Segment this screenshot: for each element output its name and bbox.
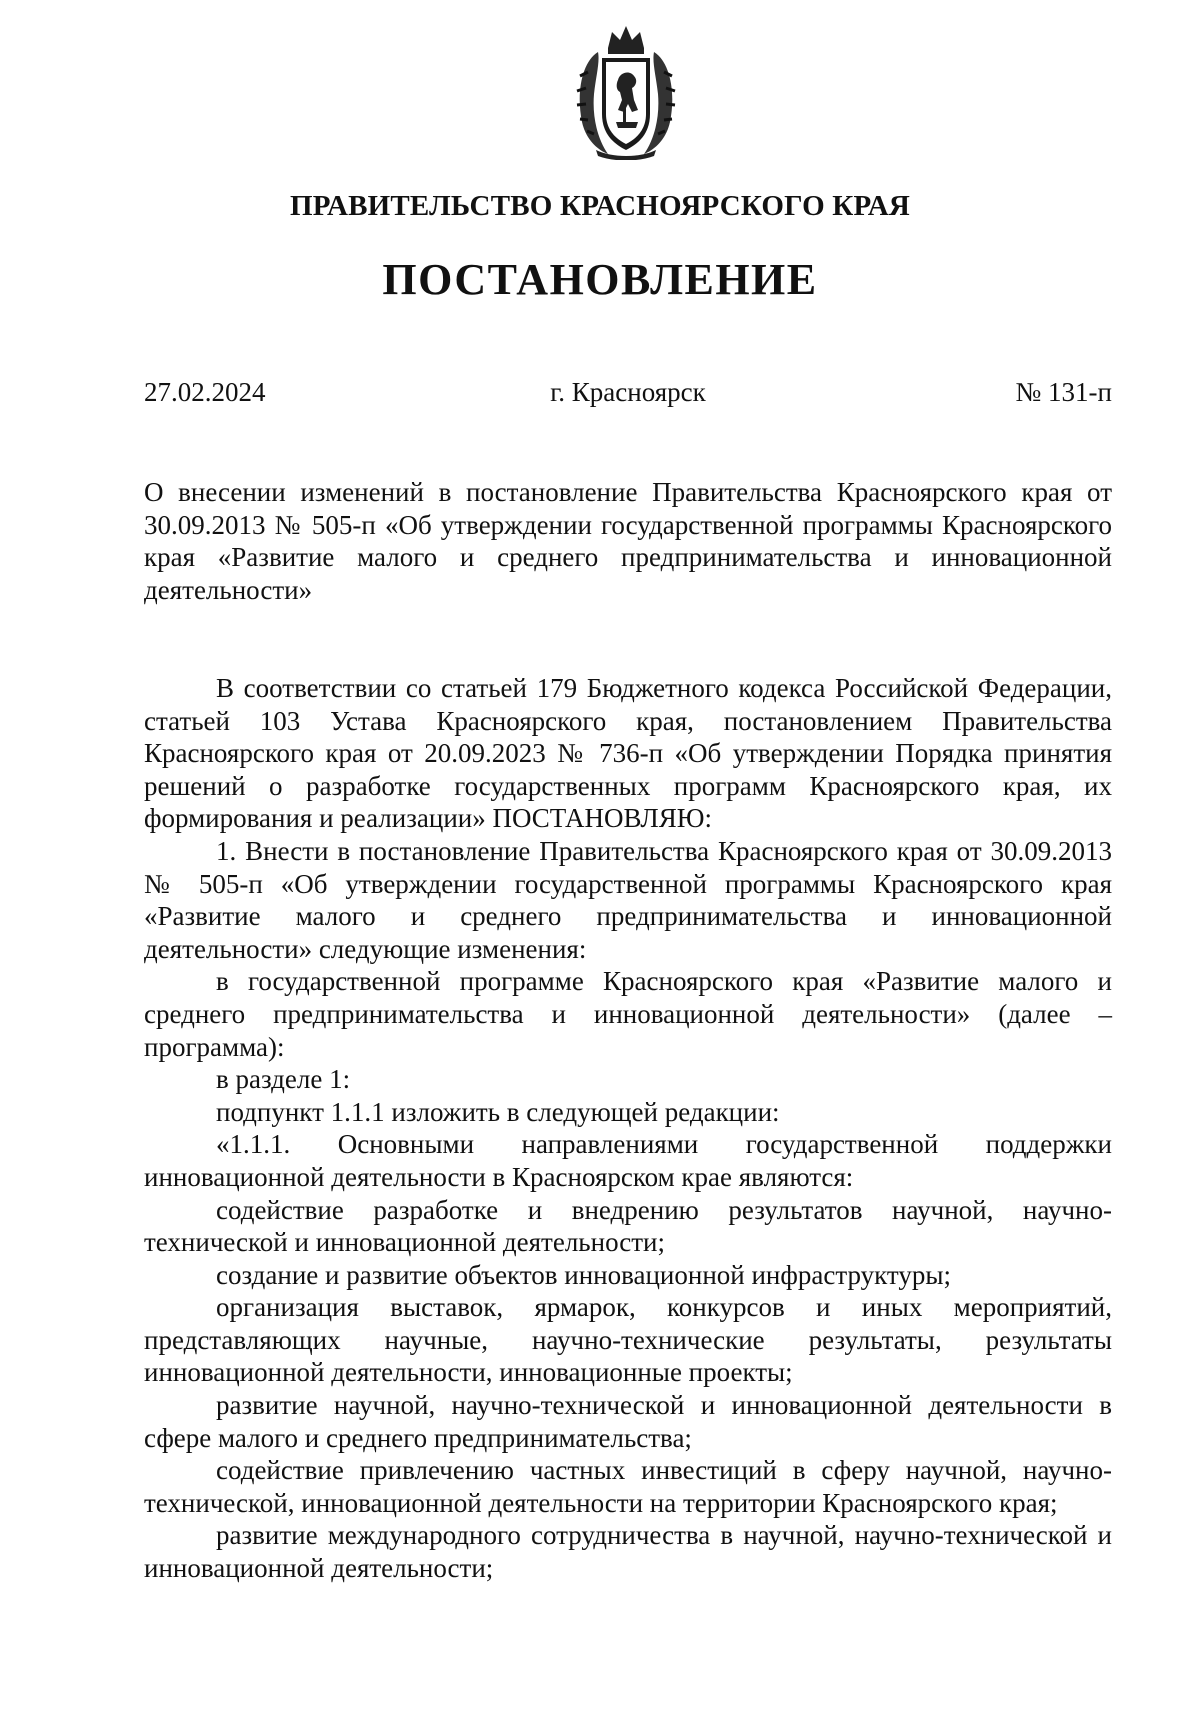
body-paragraph: развитие научной, научно-технической и инновационной деятельности в сфере малого и среднего предпринимательства; — [144, 1390, 1112, 1453]
body-paragraph: содействие разработке и внедрению результатов научной, научно-технической и инновационной деятельности; — [144, 1194, 1112, 1258]
document-number: № 131-п — [1015, 377, 1112, 407]
document-type-title: ПОСТАНОВЛЕНИЕ — [382, 255, 818, 304]
body-paragraph: В соответствии со статьей 179 Бюджетного кодекса Российской Федерации, статьей 103 Устава Красноярского края, постановлением Правительства Красноярского края от 20.09.2023 № 736-п «Об утверждении Порядка принятия решений о разработке государственных программ Красноярского края, их формирования и реализации» ПОСТАНОВЛЯЮ: — [144, 673, 1112, 834]
body-paragraph: подпункт 1.1.1 изложить в следующей редакции: — [216, 1096, 780, 1127]
document-meta-row — [144, 377, 1112, 417]
document-city: г. Красноярск — [550, 377, 706, 407]
body-paragraph: содействие привлечению частных инвестиций в сферу научной, научно-технической, инновационной деятельности на территории Красноярского края; — [144, 1455, 1112, 1518]
body-paragraph: создание и развитие объектов инновационной инфраструктуры; — [216, 1259, 951, 1290]
coat-of-arms-icon — [568, 22, 684, 160]
body-paragraph: «1.1.1. Основными направлениями государственной поддержки инновационной деятельности в Красноярском крае являются: — [144, 1129, 1112, 1192]
body-paragraph: 1. Внести в постановление Правительства Красноярского края от 30.09.2013 № 505-п «Об утверждении государственной программы Красноярского края «Развитие малого и среднего предпринимательства и инновационной деятельности» следующие изменения: — [144, 835, 1112, 964]
body-paragraph: в государственной программе Красноярского края «Развитие малого и среднего предпринимательства и инновационной деятельности» (далее – программа): — [144, 966, 1112, 1062]
government-title: ПРАВИТЕЛЬСТВО КРАСНОЯРСКОГО КРАЯ — [289, 190, 911, 222]
body-paragraph: развитие международного сотрудничества в научной, научно-технической и инновационной деятельности; — [144, 1520, 1112, 1584]
document-date: 27.02.2024 — [144, 377, 266, 407]
document-subject: О внесении изменений в постановление Правительства Красноярского края от 30.09.2013 № 505-п «Об утверждении государственной программы Красноярского края «Развитие малого и среднего предпринимательства и инновационной деятельности» — [144, 477, 1112, 605]
body-paragraph: в разделе 1: — [216, 1064, 351, 1095]
document-body — [144, 672, 1112, 1585]
body-paragraph: организация выставок, ярмарок, конкурсов и иных мероприятий, представляющих научные, научно-технические результаты, результаты инновационной деятельности, инновационные проекты; — [144, 1292, 1112, 1388]
